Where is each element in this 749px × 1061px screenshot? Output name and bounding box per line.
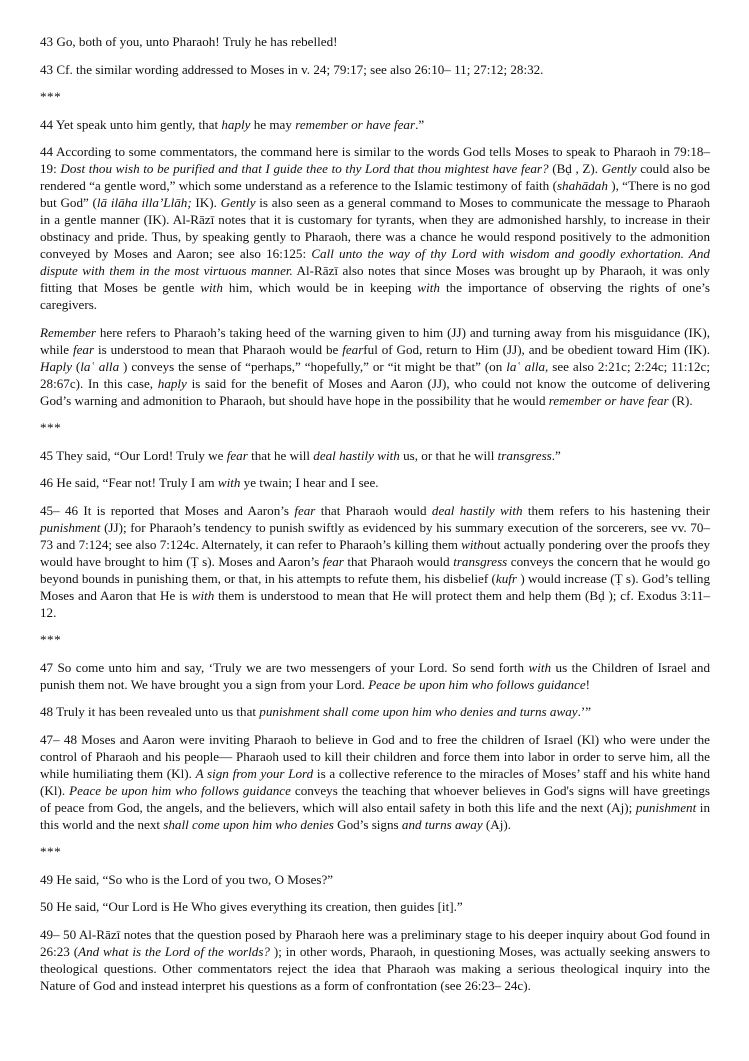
verse-43: 43 Go, both of you, unto Pharaoh! Truly he has rebelled! <box>40 34 338 49</box>
verse-44: 44 Yet speak unto him gently, that haply he may remember or have fear.” <box>40 116 425 132</box>
page-content <box>40 33 710 994</box>
section-separator-4: *** <box>40 844 62 859</box>
verse-45: 45 They said, “Our Lord! Truly we fear that he will deal hastily with us, or that he will transgress.” <box>40 447 561 463</box>
section-separator-2: *** <box>40 420 62 435</box>
section-separator-1: *** <box>40 89 62 104</box>
verse-49: 49 He said, “So who is the Lord of you two, O Moses?” <box>40 871 334 887</box>
commentary-47-48: 47– 48 Moses and Aaron were inviting Pharaoh to believe in God and to free the children of Israel (Kl) who were under the control of Pharaoh and his people— Pharaoh used to kill their children and force them into labor in order to serve him, all the while humiliating them (Kl). A sign from your Lord is a collective reference to the miracles of Moses’ staff and his white hand (Kl). Peace be upon him who follows guidance conveys the teaching that whoever believes in God's signs will have greetings of peace from God, the angels, and the believers, which will also entail safety in both this life and the next (Aj); punishment in this world and the next shall come upon him who denies God’s signs and turns away (Aj). <box>40 731 711 832</box>
verse-46: 46 He said, “Fear not! Truly I am with ye twain; I hear and I see. <box>40 475 379 490</box>
commentary-45-46: 45– 46 It is reported that Moses and Aaron’s fear that Pharaoh would deal hastily with them refers to his hastening their punishment (JJ); for Pharaoh’s tendency to punish swiftly as evidenced by his summary execution of the sorcerers, see vv. 70– 73 and 7:124; see also 7:124c. Alternately, it can refer to Pharaoh’s killing them without actually pondering over the proofs they would have brought to him (Ṭ s). Moses and Aaron’s fear that Pharaoh would transgress conveys the concern that he would go beyond bounds in punishing them, or that, in his attempts to refute them, his disbelief (kufr ) would increase (Ṭ s). God’s telling Moses and Aaron that He is with them is understood to mean that He will protect them and help them (Bḍ ); cf. Exodus 3:11– 12. <box>40 502 711 620</box>
commentary-44-part2: Remember here refers to Pharaoh’s taking heed of the warning given to him (JJ) and turning away from his misguidance (IK), while fear is understood to mean that Pharaoh would be fearful of God, return to Him (JJ), and be obedient toward Him (IK). Haply (laʿ alla ) conveys the sense of “perhaps,” “hopefully,” or “it might be that” (on laʿ alla, see also 2:21c; 2:24c; 11:12c; 28:67c). In this case, haply is said for the benefit of Moses and Aaron (JJ), who could not know the outcome of delivering God’s warning and admonition to Pharaoh, but should have hope in the possibility that he would remember or have fear (R). <box>40 324 710 408</box>
commentary-43: 43 Cf. the similar wording addressed to Moses in v. 24; 79:17; see also 26:10– 11; 27:12; 28:32. <box>40 61 544 77</box>
verse-47: 47 So come unto him and say, ‘Truly we are two messengers of your Lord. So send forth with us the Children of Israel and punish them not. We have brought you a sign from your Lord. Peace be upon him who follows guidance! <box>40 659 710 692</box>
verse-50: 50 He said, “Our Lord is He Who gives everything its creation, then guides [it].” <box>40 899 463 914</box>
commentary-44-part1: 44 According to some commentators, the command here is similar to the words God tells Moses to speak to Pharaoh in 79:18– 19: Dost thou wish to be purified and that I guide thee to thy Lord that thou mightest have fear? (Bḍ , Z). Gently could also be rendered “a gentle word,” which some understand as a reference to the Islamic testimony of faith (shahādah ), “There is no god but God” (lā ilāha illa’Llāh; IK). Gently is also seen as a general command to Moses to communicate the message to Pharaoh in a gentle manner (IK). Al-Rāzī notes that it is customary for tyrants, when they are admonished harshly, to increase in their obstinacy and pride. Thus, by speaking gently to Pharaoh, there was a chance he would respond positively to the admonition conveyed by Moses and Aaron; see also 16:125: Call unto the way of thy Lord with wisdom and goodly exhortation. And dispute with them in the most virtuous manner. Al-Rāzī also notes that since Moses was brought up by Pharaoh, it was only fitting that Moses be gentle with him, which would be in keeping with the importance of observing the rights of one’s caregivers. <box>40 144 711 312</box>
commentary-49-50: 49– 50 Al-Rāzī notes that the question posed by Pharaoh here was a preliminary stage to his deeper inquiry about God found in 26:23 (And what is the Lord of the worlds? ); in other words, Pharaoh, in questioning Moses, was actually seeking answers to theological questions. Other commentators reject the idea that Pharaoh was making a serious theological inquiry into the Nature of God and instead interpret his questions as a form of confrontation (see 26:23– 24c). <box>40 926 710 993</box>
verse-48: 48 Truly it has been revealed unto us that punishment shall come upon him who denies and turns away.’” <box>40 704 592 719</box>
section-separator-3: *** <box>40 632 62 647</box>
